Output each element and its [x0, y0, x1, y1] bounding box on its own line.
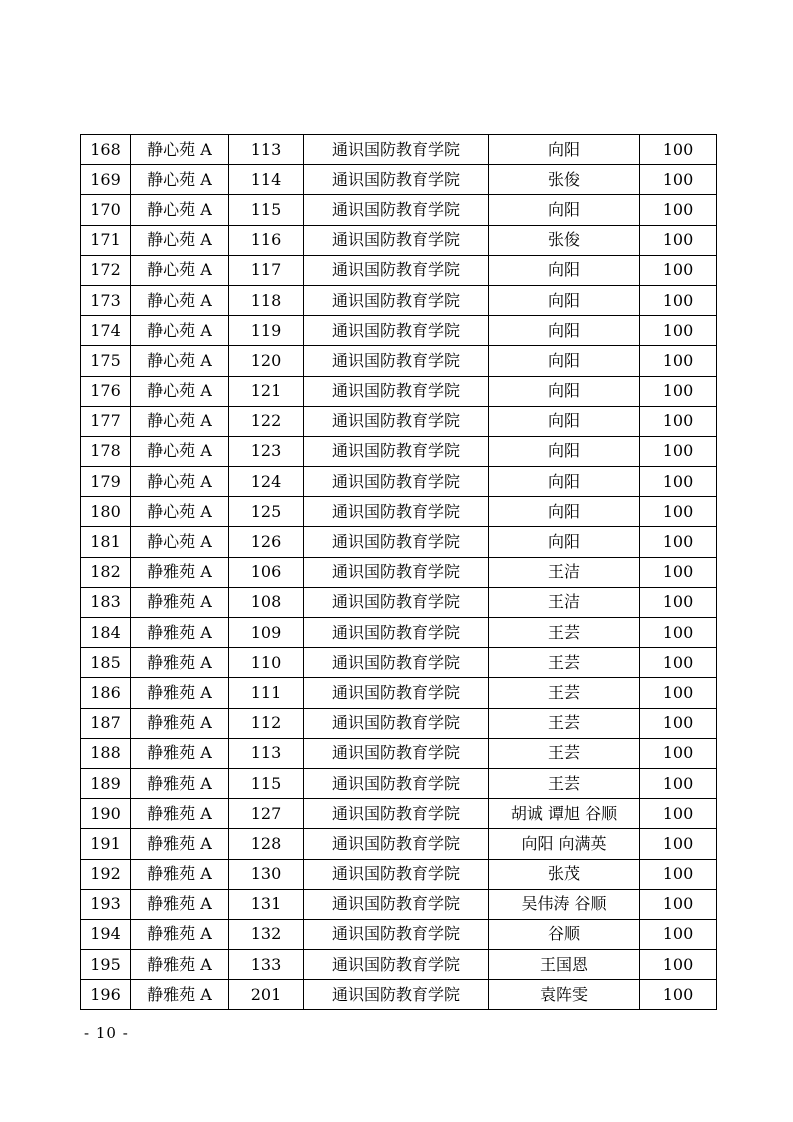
table-row [81, 557, 717, 587]
room-number-cell: 126 [229, 527, 304, 557]
staff-names-cell: 张俊 [489, 165, 640, 195]
score-cell: 100 [640, 738, 717, 768]
college-cell: 通识国防教育学院 [304, 376, 489, 406]
score-cell: 100 [640, 648, 717, 678]
score-cell: 100 [640, 950, 717, 980]
college-cell: 通识国防教育学院 [304, 678, 489, 708]
room-number-cell: 121 [229, 376, 304, 406]
row-index-cell: 180 [81, 497, 131, 527]
row-index-cell: 174 [81, 316, 131, 346]
building-cell: 静雅苑 A [131, 557, 229, 587]
college-cell: 通识国防教育学院 [304, 436, 489, 466]
row-index-cell: 188 [81, 738, 131, 768]
college-cell: 通识国防教育学院 [304, 346, 489, 376]
staff-names-cell: 张茂 [489, 859, 640, 889]
row-index-cell: 194 [81, 919, 131, 949]
table-row [81, 346, 717, 376]
score-cell: 100 [640, 618, 717, 648]
staff-names-cell: 胡诚 谭旭 谷顺 [489, 799, 640, 829]
room-number-cell: 113 [229, 135, 304, 165]
building-cell: 静雅苑 A [131, 829, 229, 859]
college-cell: 通识国防教育学院 [304, 316, 489, 346]
score-cell: 100 [640, 829, 717, 859]
row-index-cell: 179 [81, 467, 131, 497]
college-cell: 通识国防教育学院 [304, 587, 489, 617]
score-cell: 100 [640, 678, 717, 708]
row-index-cell: 171 [81, 225, 131, 255]
building-cell: 静心苑 A [131, 316, 229, 346]
college-cell: 通识国防教育学院 [304, 859, 489, 889]
row-index-cell: 175 [81, 346, 131, 376]
building-cell: 静雅苑 A [131, 980, 229, 1010]
staff-names-cell: 向阳 [489, 436, 640, 466]
row-index-cell: 192 [81, 859, 131, 889]
building-cell: 静雅苑 A [131, 950, 229, 980]
table-row [81, 950, 717, 980]
dormitory-score-table [80, 134, 717, 1010]
building-cell: 静心苑 A [131, 135, 229, 165]
college-cell: 通识国防教育学院 [304, 889, 489, 919]
table-row [81, 829, 717, 859]
score-cell: 100 [640, 436, 717, 466]
room-number-cell: 132 [229, 919, 304, 949]
building-cell: 静心苑 A [131, 436, 229, 466]
room-number-cell: 128 [229, 829, 304, 859]
college-cell: 通识国防教育学院 [304, 980, 489, 1010]
building-cell: 静雅苑 A [131, 678, 229, 708]
college-cell: 通识国防教育学院 [304, 467, 489, 497]
staff-names-cell: 向阳 [489, 527, 640, 557]
score-cell: 100 [640, 346, 717, 376]
staff-names-cell: 向阳 向满英 [489, 829, 640, 859]
building-cell: 静雅苑 A [131, 889, 229, 919]
page-number: - 10 - [84, 1024, 129, 1042]
score-cell: 100 [640, 135, 717, 165]
room-number-cell: 123 [229, 436, 304, 466]
room-number-cell: 201 [229, 980, 304, 1010]
table-row [81, 376, 717, 406]
table-row [81, 285, 717, 315]
staff-names-cell: 王芸 [489, 678, 640, 708]
row-index-cell: 193 [81, 889, 131, 919]
score-cell: 100 [640, 376, 717, 406]
score-cell: 100 [640, 497, 717, 527]
table-row [81, 497, 717, 527]
college-cell: 通识国防教育学院 [304, 799, 489, 829]
row-index-cell: 183 [81, 587, 131, 617]
score-cell: 100 [640, 406, 717, 436]
room-number-cell: 109 [229, 618, 304, 648]
score-cell: 100 [640, 768, 717, 798]
table-row [81, 527, 717, 557]
staff-names-cell: 吴伟涛 谷顺 [489, 889, 640, 919]
college-cell: 通识国防教育学院 [304, 768, 489, 798]
row-index-cell: 181 [81, 527, 131, 557]
table-row [81, 467, 717, 497]
row-index-cell: 184 [81, 618, 131, 648]
table-row [81, 195, 717, 225]
building-cell: 静雅苑 A [131, 799, 229, 829]
score-cell: 100 [640, 587, 717, 617]
table-row [81, 165, 717, 195]
building-cell: 静心苑 A [131, 225, 229, 255]
building-cell: 静心苑 A [131, 406, 229, 436]
college-cell: 通识国防教育学院 [304, 708, 489, 738]
college-cell: 通识国防教育学院 [304, 829, 489, 859]
college-cell: 通识国防教育学院 [304, 648, 489, 678]
score-cell: 100 [640, 195, 717, 225]
college-cell: 通识国防教育学院 [304, 225, 489, 255]
table-row [81, 708, 717, 738]
staff-names-cell: 王国恩 [489, 950, 640, 980]
staff-names-cell: 向阳 [489, 497, 640, 527]
room-number-cell: 112 [229, 708, 304, 738]
row-index-cell: 168 [81, 135, 131, 165]
staff-names-cell: 向阳 [489, 135, 640, 165]
row-index-cell: 191 [81, 829, 131, 859]
room-number-cell: 111 [229, 678, 304, 708]
row-index-cell: 178 [81, 436, 131, 466]
building-cell: 静雅苑 A [131, 768, 229, 798]
building-cell: 静心苑 A [131, 346, 229, 376]
room-number-cell: 122 [229, 406, 304, 436]
college-cell: 通识国防教育学院 [304, 406, 489, 436]
building-cell: 静心苑 A [131, 165, 229, 195]
staff-names-cell: 向阳 [489, 255, 640, 285]
row-index-cell: 187 [81, 708, 131, 738]
table-row [81, 225, 717, 255]
college-cell: 通识国防教育学院 [304, 285, 489, 315]
building-cell: 静雅苑 A [131, 648, 229, 678]
room-number-cell: 119 [229, 316, 304, 346]
room-number-cell: 120 [229, 346, 304, 376]
building-cell: 静雅苑 A [131, 618, 229, 648]
staff-names-cell: 王洁 [489, 557, 640, 587]
room-number-cell: 113 [229, 738, 304, 768]
table-row [81, 406, 717, 436]
row-index-cell: 182 [81, 557, 131, 587]
building-cell: 静心苑 A [131, 497, 229, 527]
score-cell: 100 [640, 557, 717, 587]
college-cell: 通识国防教育学院 [304, 618, 489, 648]
staff-names-cell: 向阳 [489, 467, 640, 497]
staff-names-cell: 王芸 [489, 648, 640, 678]
row-index-cell: 176 [81, 376, 131, 406]
row-index-cell: 177 [81, 406, 131, 436]
table-row [81, 980, 717, 1010]
room-number-cell: 118 [229, 285, 304, 315]
building-cell: 静心苑 A [131, 527, 229, 557]
score-cell: 100 [640, 708, 717, 738]
row-index-cell: 170 [81, 195, 131, 225]
table-row [81, 587, 717, 617]
building-cell: 静雅苑 A [131, 587, 229, 617]
table-row [81, 618, 717, 648]
staff-names-cell: 袁阵雯 [489, 980, 640, 1010]
college-cell: 通识国防教育学院 [304, 497, 489, 527]
table-row [81, 738, 717, 768]
score-cell: 100 [640, 889, 717, 919]
row-index-cell: 196 [81, 980, 131, 1010]
table-row [81, 135, 717, 165]
table-row [81, 678, 717, 708]
staff-names-cell: 向阳 [489, 316, 640, 346]
row-index-cell: 189 [81, 768, 131, 798]
building-cell: 静心苑 A [131, 285, 229, 315]
college-cell: 通识国防教育学院 [304, 950, 489, 980]
staff-names-cell: 向阳 [489, 346, 640, 376]
room-number-cell: 108 [229, 587, 304, 617]
staff-names-cell: 向阳 [489, 285, 640, 315]
score-cell: 100 [640, 255, 717, 285]
building-cell: 静雅苑 A [131, 708, 229, 738]
college-cell: 通识国防教育学院 [304, 919, 489, 949]
room-number-cell: 127 [229, 799, 304, 829]
table-row [81, 859, 717, 889]
score-cell: 100 [640, 919, 717, 949]
row-index-cell: 195 [81, 950, 131, 980]
score-cell: 100 [640, 285, 717, 315]
table-row [81, 799, 717, 829]
table-row [81, 889, 717, 919]
room-number-cell: 110 [229, 648, 304, 678]
score-cell: 100 [640, 980, 717, 1010]
building-cell: 静雅苑 A [131, 738, 229, 768]
score-cell: 100 [640, 165, 717, 195]
row-index-cell: 172 [81, 255, 131, 285]
score-cell: 100 [640, 527, 717, 557]
score-cell: 100 [640, 316, 717, 346]
table-row [81, 436, 717, 466]
building-cell: 静心苑 A [131, 195, 229, 225]
room-number-cell: 125 [229, 497, 304, 527]
building-cell: 静心苑 A [131, 255, 229, 285]
room-number-cell: 117 [229, 255, 304, 285]
building-cell: 静心苑 A [131, 376, 229, 406]
room-number-cell: 133 [229, 950, 304, 980]
college-cell: 通识国防教育学院 [304, 557, 489, 587]
college-cell: 通识国防教育学院 [304, 195, 489, 225]
room-number-cell: 115 [229, 195, 304, 225]
room-number-cell: 106 [229, 557, 304, 587]
table-row [81, 255, 717, 285]
score-cell: 100 [640, 859, 717, 889]
row-index-cell: 190 [81, 799, 131, 829]
staff-names-cell: 王芸 [489, 708, 640, 738]
table-row [81, 768, 717, 798]
building-cell: 静雅苑 A [131, 919, 229, 949]
row-index-cell: 186 [81, 678, 131, 708]
college-cell: 通识国防教育学院 [304, 165, 489, 195]
college-cell: 通识国防教育学院 [304, 738, 489, 768]
score-cell: 100 [640, 467, 717, 497]
staff-names-cell: 王洁 [489, 587, 640, 617]
staff-names-cell: 向阳 [489, 376, 640, 406]
college-cell: 通识国防教育学院 [304, 135, 489, 165]
room-number-cell: 116 [229, 225, 304, 255]
score-cell: 100 [640, 799, 717, 829]
row-index-cell: 173 [81, 285, 131, 315]
building-cell: 静雅苑 A [131, 859, 229, 889]
college-cell: 通识国防教育学院 [304, 527, 489, 557]
room-number-cell: 131 [229, 889, 304, 919]
building-cell: 静心苑 A [131, 467, 229, 497]
table-row [81, 316, 717, 346]
staff-names-cell: 张俊 [489, 225, 640, 255]
staff-names-cell: 王芸 [489, 738, 640, 768]
staff-names-cell: 向阳 [489, 195, 640, 225]
row-index-cell: 169 [81, 165, 131, 195]
staff-names-cell: 向阳 [489, 406, 640, 436]
room-number-cell: 124 [229, 467, 304, 497]
staff-names-cell: 谷顺 [489, 919, 640, 949]
table-row [81, 648, 717, 678]
staff-names-cell: 王芸 [489, 618, 640, 648]
staff-names-cell: 王芸 [489, 768, 640, 798]
room-number-cell: 130 [229, 859, 304, 889]
score-cell: 100 [640, 225, 717, 255]
table-row [81, 919, 717, 949]
room-number-cell: 115 [229, 768, 304, 798]
table-body [81, 135, 717, 1010]
row-index-cell: 185 [81, 648, 131, 678]
college-cell: 通识国防教育学院 [304, 255, 489, 285]
room-number-cell: 114 [229, 165, 304, 195]
